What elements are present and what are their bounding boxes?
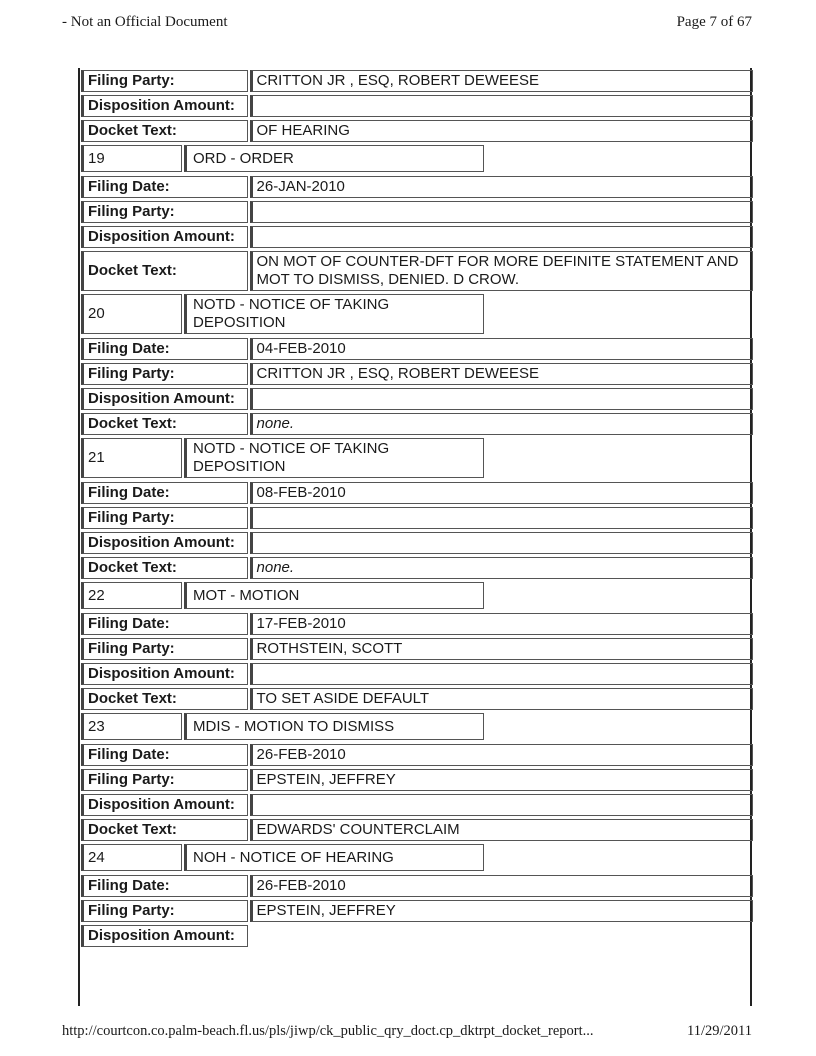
docket-field-row	[81, 226, 753, 248]
docket-description: NOTD - NOTICE OF TAKING DEPOSITION	[184, 438, 484, 478]
docket-field-row	[81, 413, 753, 435]
source-url: http://courtcon.co.palm-beach.fl.us/pls/jiwp/ck_public_qry_doct.cp_dktrpt_docket_report...	[62, 1023, 594, 1039]
docket-number: 21	[81, 438, 182, 478]
docket-number: 24	[81, 844, 182, 871]
docket-number: 19	[81, 145, 182, 172]
docket-field-row	[81, 482, 753, 504]
docket-field-row	[81, 201, 753, 223]
docket-field-row	[81, 176, 753, 198]
field-label: Filing Party:	[81, 70, 248, 92]
docket-field-row	[81, 794, 753, 816]
docket-field-row	[81, 251, 753, 291]
docket-entry-header	[81, 713, 753, 740]
docket-field-row	[81, 532, 753, 554]
docket-description: ORD - ORDER	[184, 145, 484, 172]
docket-field-row	[81, 663, 753, 685]
field-label: Docket Text:	[81, 819, 248, 841]
docket-entry-header	[81, 294, 753, 334]
field-value: 04-FEB-2010	[250, 338, 753, 360]
field-value: ON MOT OF COUNTER-DFT FOR MORE DEFINITE STATEMENT AND MOT TO DISMISS, DENIED. D CROW.	[250, 251, 753, 291]
field-label: Docket Text:	[81, 688, 248, 710]
field-value: 26-FEB-2010	[250, 744, 753, 766]
docket-entry-header	[81, 145, 753, 172]
field-value: 17-FEB-2010	[250, 613, 753, 635]
field-label: Disposition Amount:	[81, 95, 248, 117]
field-value: EDWARDS' COUNTERCLAIM	[250, 819, 753, 841]
field-value	[250, 532, 753, 554]
docket-field-row	[81, 95, 753, 117]
docket-entry-header	[81, 438, 753, 478]
print-date: 11/29/2011	[687, 1023, 752, 1039]
field-label: Filing Date:	[81, 482, 248, 504]
field-label: Docket Text:	[81, 557, 248, 579]
docket-field-row	[81, 557, 753, 579]
docket-description: NOH - NOTICE OF HEARING	[184, 844, 484, 871]
page-number: Page 7 of 67	[676, 14, 752, 30]
docket-field-row	[81, 925, 753, 947]
document-disclaimer: - Not an Official Document	[62, 14, 228, 30]
field-value: EPSTEIN, JEFFREY	[250, 900, 753, 922]
docket-number: 23	[81, 713, 182, 740]
field-label: Disposition Amount:	[81, 226, 248, 248]
docket-field-row	[81, 638, 753, 660]
field-label: Docket Text:	[81, 251, 248, 291]
docket-field-row	[81, 613, 753, 635]
field-value: none.	[250, 557, 753, 579]
field-value: 26-JAN-2010	[250, 176, 753, 198]
docket-field-row	[81, 744, 753, 766]
field-value	[250, 95, 753, 117]
field-value: CRITTON JR , ESQ, ROBERT DEWEESE	[250, 70, 753, 92]
field-value: ROTHSTEIN, SCOTT	[250, 638, 753, 660]
field-value: EPSTEIN, JEFFREY	[250, 769, 753, 791]
docket-field-row	[81, 120, 753, 142]
field-label: Filing Date:	[81, 613, 248, 635]
field-value: TO SET ASIDE DEFAULT	[250, 688, 753, 710]
docket-number: 22	[81, 582, 182, 609]
field-label: Filing Party:	[81, 201, 248, 223]
docket-field-row	[81, 70, 753, 92]
field-label: Filing Party:	[81, 769, 248, 791]
field-label: Filing Party:	[81, 638, 248, 660]
docket-field-row	[81, 388, 753, 410]
field-label: Docket Text:	[81, 120, 248, 142]
field-label: Filing Party:	[81, 900, 248, 922]
docket-field-row	[81, 769, 753, 791]
docket-field-row	[81, 338, 753, 360]
field-value: CRITTON JR , ESQ, ROBERT DEWEESE	[250, 363, 753, 385]
docket-field-row	[81, 507, 753, 529]
docket-field-row	[81, 363, 753, 385]
field-value	[250, 794, 753, 816]
field-label: Filing Date:	[81, 875, 248, 897]
docket-description: MDIS - MOTION TO DISMISS	[184, 713, 484, 740]
field-label: Filing Date:	[81, 338, 248, 360]
field-label: Filing Party:	[81, 363, 248, 385]
field-value	[250, 226, 753, 248]
field-value: none.	[250, 413, 753, 435]
field-value	[250, 663, 753, 685]
field-label: Filing Date:	[81, 176, 248, 198]
field-label: Filing Date:	[81, 744, 248, 766]
field-label: Disposition Amount:	[81, 532, 248, 554]
field-label: Disposition Amount:	[81, 663, 248, 685]
docket-entry-header	[81, 582, 753, 609]
docket-description: NOTD - NOTICE OF TAKING DEPOSITION	[184, 294, 484, 334]
docket-field-row	[81, 900, 753, 922]
docket-field-row	[81, 819, 753, 841]
docket-field-row	[81, 875, 753, 897]
field-label: Docket Text:	[81, 413, 248, 435]
docket-field-row	[81, 688, 753, 710]
field-label: Disposition Amount:	[81, 925, 248, 947]
docket-table	[81, 70, 753, 950]
docket-entry-header	[81, 844, 753, 871]
field-label: Filing Party:	[81, 507, 248, 529]
field-label: Disposition Amount:	[81, 388, 248, 410]
field-value	[250, 507, 753, 529]
table-border-left	[78, 68, 80, 1006]
field-value: 26-FEB-2010	[250, 875, 753, 897]
field-value	[250, 388, 753, 410]
field-value: OF HEARING	[250, 120, 753, 142]
field-label: Disposition Amount:	[81, 794, 248, 816]
docket-description: MOT - MOTION	[184, 582, 484, 609]
field-value: 08-FEB-2010	[250, 482, 753, 504]
docket-number: 20	[81, 294, 182, 334]
field-value	[250, 201, 753, 223]
